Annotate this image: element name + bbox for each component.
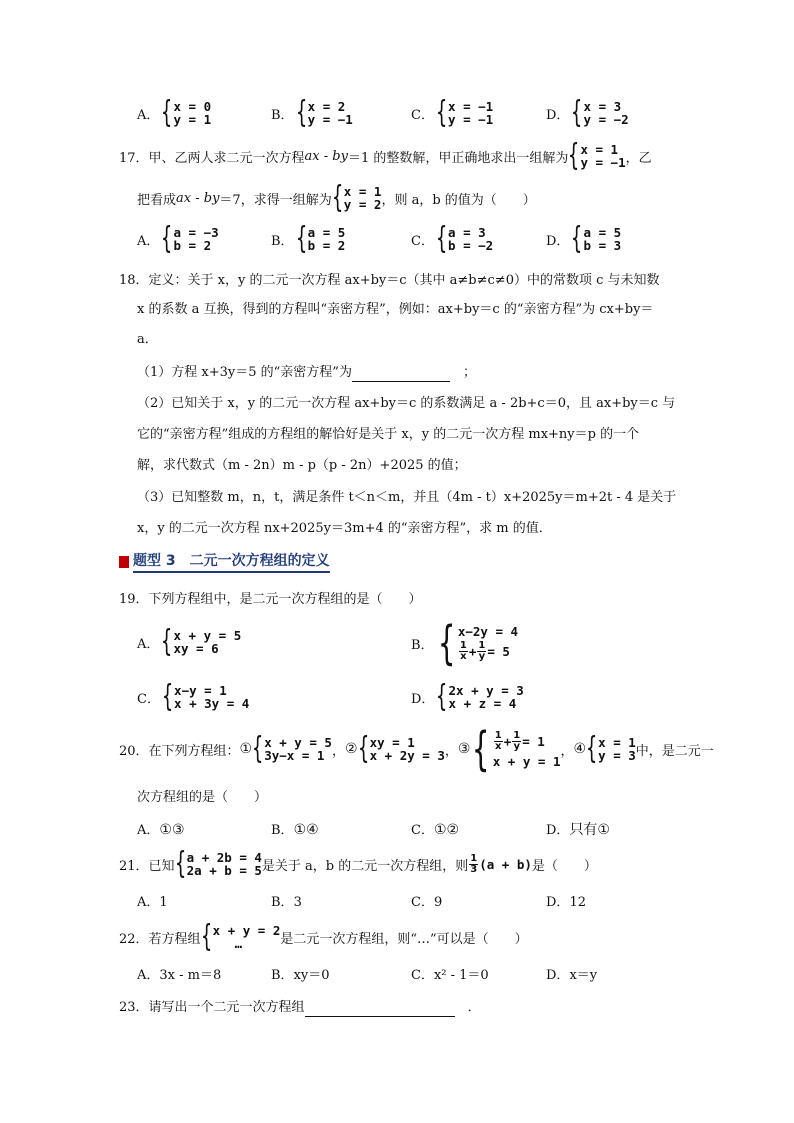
- fraction: $\frac{1}{3}$: [470, 852, 478, 875]
- equation-system: { a + 2b = 4 2a + b = 5: [174, 846, 262, 881]
- q20-stem: 20．在下列方程组： ① { x + y = 5 3y−x = 1 ， ② { xy = 1 x + 2y = 3 ， ③ { $\frac{1}{x}$ + $\frac{1}{y}$ = 1 x + y = 1 ， ④ { x = 1 y = 3 中，是二元一: [119, 722, 714, 776]
- equation-system: { x−2y = 4 $\frac{1}{x}$ + $\frac{1}{y}$ = 5: [437, 616, 519, 670]
- equation-system: { xy = 1 x + 2y = 3: [357, 731, 445, 766]
- answer-blank[interactable]: [352, 367, 450, 382]
- q18-line: （3）已知整数 m，n，t，满足条件 t＜n＜m，并且（4m - t）x+2025y＝m+2t - 4 是关于: [137, 490, 677, 505]
- q19-option-b: B． { x−2y = 4 $\frac{1}{x}$ + $\frac{1}{y}$ = 5: [411, 616, 519, 670]
- section-heading: [119, 550, 330, 573]
- q16-option-d: D． { x = 3 y = −2: [546, 95, 629, 130]
- q23-stem: 23．请写出一个二元一次方程组 ．: [119, 1000, 481, 1015]
- q20-option-b: B．①④: [271, 822, 319, 838]
- q17-line1: 17．甲、乙两人求二元一次方程 ax - by ＝1 的整数解，甲正确地求出一组解为 { x = 1 y = −1 ，乙: [119, 138, 652, 173]
- heading-title: 二元一次方程组的定义: [189, 553, 330, 569]
- equation-system: { a = 5 b = 2: [295, 221, 346, 256]
- equation-system: { a = −3 b = 2: [161, 221, 219, 256]
- q16-option-c: C． { x = −1 y = −1: [411, 95, 494, 130]
- q22-option-a: A．3x - m＝8: [137, 968, 222, 983]
- fraction: $\frac{1}{y}$: [478, 639, 486, 662]
- equation-system: { x = 0 y = 1: [161, 95, 212, 130]
- equation-system: { x = 3 y = −2: [571, 95, 629, 130]
- equation-system: { x = 1 y = 2: [331, 180, 382, 215]
- equation-system: { x−y = 1 x + 3y = 4: [161, 679, 250, 714]
- q18-part1: （1）方程 x+3y＝5 的“亲密方程”为 ；: [137, 365, 476, 380]
- q18-line: 它的“亲密方程”组成的方程组的解恰好是关于 x，y 的二元一次方程 mx+ny＝p 的一个: [137, 427, 640, 442]
- q16-option-b: B． { x = 2 y = −1: [271, 95, 353, 130]
- q22-option-d: D．x＝y: [546, 968, 598, 983]
- equation-system: { $\frac{1}{x}$ + $\frac{1}{y}$ = 1 x + y = 1: [472, 722, 561, 776]
- equation-system: { x = 2 y = −1: [295, 95, 353, 130]
- fraction: $\frac{1}{x}$: [494, 729, 502, 752]
- equation-system: { 2x + y = 3 x + z = 4: [436, 679, 524, 714]
- q21-option-c: C．9: [411, 895, 443, 910]
- q18-line: x，y 的二元一次方程 nx+2025y＝3m+4 的“亲密方程”，求 m 的值．: [137, 521, 552, 536]
- heading-marker: [119, 556, 129, 568]
- q19-option-d: D． { 2x + y = 3 x + z = 4: [411, 679, 524, 714]
- q17-option-c: C． { a = 3 b = −2: [411, 221, 494, 256]
- q18-line: 18．定义：关于 x，y 的二元一次方程 ax+by＝c（其中 a≠b≠c≠0）中的常数项 c 与未知数: [119, 273, 660, 288]
- equation-system: { x + y = 2 …: [200, 919, 281, 954]
- fraction: $\frac{1}{x}$: [459, 639, 467, 662]
- q17-option-b: B． { a = 5 b = 2: [271, 221, 346, 256]
- q17-option-a: A． { a = −3 b = 2: [137, 221, 219, 256]
- q18-line: （2）已知关于 x，y 的二元一次方程 ax+by＝c 的系数满足 a - 2b+c＝0，且 ax+by＝c 与: [137, 396, 676, 411]
- q18-line: x 的系数 a 互换，得到的方程叫“亲密方程”，例如：ax+by＝c 的“亲密方程”为 cx+by＝: [137, 302, 654, 317]
- equation-system: { x = 1 y = −1: [568, 138, 626, 173]
- q17-option-d: D． { a = 5 b = 3: [546, 221, 622, 256]
- equation-system: { x + y = 5 xy = 6: [161, 624, 242, 659]
- answer-blank[interactable]: [305, 1002, 455, 1017]
- q20-option-c: C．①②: [411, 822, 460, 838]
- q22-option-b: B．xy＝0: [271, 968, 330, 983]
- q20-stem-line2: 次方程组的是（ ）: [137, 790, 268, 805]
- fraction: $\frac{1}{y}$: [513, 729, 521, 752]
- q20-option-d: D．只有①: [546, 822, 610, 838]
- heading-tag: 题型 3: [133, 553, 176, 569]
- q21-stem: 21．已知 { a + 2b = 4 2a + b = 5 是关于 a，b 的二元一次方程组，则 $\frac{1}{3}$ (a + b) 是（ ）: [119, 846, 597, 881]
- equation-system: { a = 3 b = −2: [435, 221, 494, 256]
- q17-line2: 把看成 ax - by ＝7，求得一组解为 { x = 1 y = 2 ，则 a，b 的值为（ ）: [137, 180, 536, 215]
- q20-option-a: A．①③: [137, 822, 185, 838]
- equation-system: { x = −1 y = −1: [435, 95, 494, 130]
- equation-system: { a = 5 b = 3: [571, 221, 622, 256]
- q19-stem: 19．下列方程组中，是二元一次方程组的是（ ）: [119, 592, 422, 607]
- q22-stem: 22．若方程组 { x + y = 2 … 是二元一次方程组，则“…”可以是（ ）: [119, 919, 528, 954]
- q19-option-a: A． { x + y = 5 xy = 6: [137, 624, 242, 659]
- q21-option-a: A．1: [137, 895, 168, 910]
- equation-system: { x + y = 5 3y−x = 1: [251, 731, 332, 766]
- q21-option-b: B．3: [271, 895, 302, 910]
- q22-option-c: C．x² - 1＝0: [411, 968, 489, 983]
- q19-option-c: C． { x−y = 1 x + 3y = 4: [137, 679, 250, 714]
- q18-line: 解，求代数式（m - 2n）m - p（p - 2n）+2025 的值；: [137, 458, 467, 473]
- q21-option-d: D．12: [546, 895, 586, 910]
- equation-system: { x = 1 y = 3: [585, 731, 636, 766]
- q16-option-a: A． { x = 0 y = 1: [137, 95, 212, 130]
- q18-line: a．: [137, 332, 158, 347]
